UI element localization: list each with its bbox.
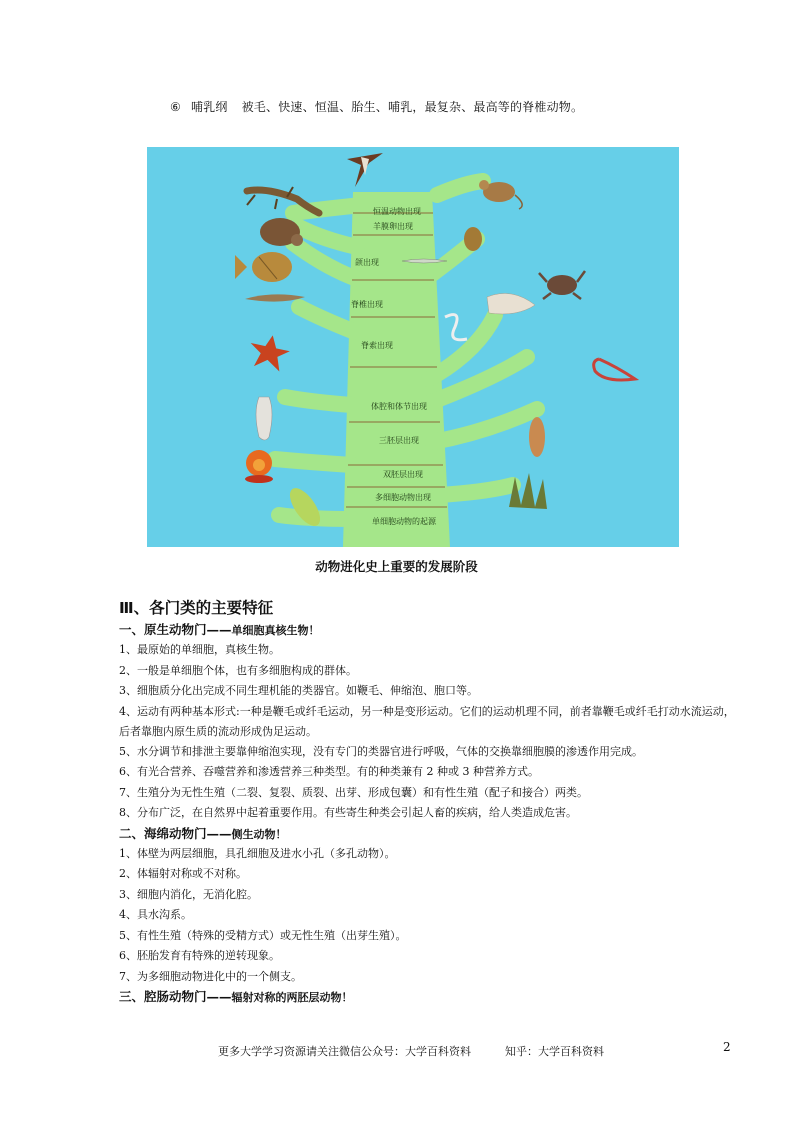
list-item: 5、水分调节和排泄主要靠伸缩泡实现，没有专门的类器官进行呼吸，气体的交换靠细胞膜的渗透作用完成。	[119, 744, 643, 758]
list-item: 4、具水沟系。	[119, 908, 192, 921]
stage-label-amniotic-egg: 羊膜卵出现	[373, 222, 413, 231]
phylum-name: 二、海绵动物门——	[119, 825, 232, 841]
list-item: 3、细胞质分化出完成不同生理机能的类器官。如鞭毛、伸缩泡、胞口等。	[119, 684, 478, 697]
list-item: 2、体辐射对称或不对称。	[119, 867, 247, 880]
list-marker: ⑥	[170, 100, 181, 114]
page-footer	[218, 1043, 604, 1059]
phylum-summary: 侧生动物！	[231, 827, 287, 841]
class-description: 被毛、快速、恒温、胎生、哺乳，最复杂、最高等的脊椎动物。	[241, 100, 584, 114]
stage-label-unicellular-origin: 单细胞动物的起源	[372, 517, 436, 526]
list-item: 8、分布广泛，在自然界中起着重要作用。有些寄生种类会引起人畜的疾病，给人类造成危害。	[119, 806, 577, 819]
phyla-content	[119, 620, 739, 1007]
stage-label-triploblastic: 三胚层出现	[379, 436, 419, 445]
phylum-title-coelenterata	[119, 987, 739, 1007]
stage-label-coelom-segmentation: 体腔和体节出现	[371, 402, 427, 411]
list-item: 7、为多细胞动物进化中的一个侧支。	[119, 969, 302, 983]
figure-caption: 动物进化史上重要的发展阶段	[315, 559, 478, 574]
phylum-title-protozoa	[119, 620, 739, 640]
evolution-tree-figure	[147, 147, 679, 547]
stage-label-vertebra: 脊椎出现	[351, 300, 383, 309]
stage-label-multicellular: 多细胞动物出现	[375, 493, 431, 502]
list-item: 6、有光合营养、吞噬营养和渗透营养三种类型。有的种类兼有 2 种或 3 种营养方式。	[119, 765, 539, 778]
phylum-summary: 单细胞真核生物！	[231, 624, 320, 637]
class-term: 哺乳纲	[190, 100, 228, 114]
tunicate-icon	[464, 227, 482, 251]
phylum-title-porifera	[119, 824, 739, 844]
flatworm-icon	[529, 417, 545, 457]
list-item: 5、有性生殖（特殊的受精方式）或无性生殖（出芽生殖）。	[119, 928, 407, 942]
stage-label-diploblastic: 双胚层出现	[383, 470, 423, 479]
list-item: 1、最原始的单细胞，真核生物。	[119, 643, 280, 656]
phylum-name: 一、原生动物门——	[119, 622, 232, 637]
list-item: 6、胚胎发育有特殊的逆转现象。	[119, 949, 280, 962]
list-item: 3、细胞内消化，无消化腔。	[119, 887, 258, 901]
list-item: 1、体壁为两层细胞，具孔细胞及进水小孔（多孔动物）。	[119, 846, 396, 860]
list-item: 4、运动有两种基本形式:一种是鞭毛或纤毛运动，另一种是变形运动。它们的运动机理不同，前者靠鞭毛或纤毛打动水流运动，后者靠胞内原生质的流动形成伪足运动。	[119, 704, 735, 738]
section-heading: Ⅲ、各门类的主要特征	[119, 599, 274, 617]
evolution-tree-illustration	[147, 147, 679, 547]
stage-label-notochord: 脊索出现	[361, 341, 393, 350]
rotifer-icon	[256, 397, 272, 440]
footer-zhihu-note: 知乎：大学百科资料	[505, 1045, 604, 1058]
phylum-name: 三、腔肠动物门——	[119, 989, 232, 1004]
footer-wechat-note: 更多大学学习资源请关注微信公众号：大学百科资料	[218, 1045, 471, 1058]
stage-label-jaw: 颌出现	[355, 258, 379, 267]
sea-anemone-icon	[245, 450, 273, 483]
stage-label-warm-blooded: 恒温动物出现	[373, 207, 421, 216]
intro-line	[170, 98, 583, 115]
page-number: 2	[723, 1040, 731, 1054]
list-item: 7、生殖分为无性生殖（二裂、复裂、质裂、出芽、形成包囊）和有性生殖（配子和接合）两类。	[119, 785, 588, 799]
phylum-summary: 辐射对称的两胚层动物！	[231, 991, 353, 1004]
list-item: 2、一般是单细胞个体，也有多细胞构成的群体。	[119, 663, 357, 677]
